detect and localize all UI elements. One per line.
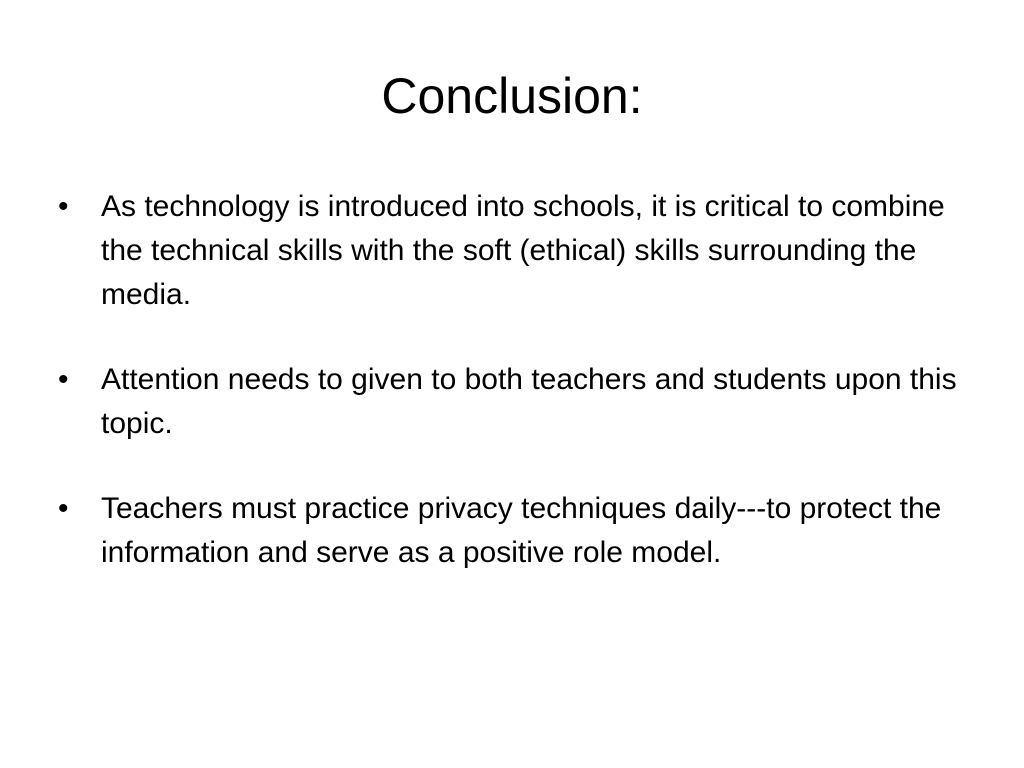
bullet-item-technology (58, 185, 963, 317)
slide-title: Conclusion: (381, 68, 643, 124)
bullet-text: Attention needs to given to both teachers and students upon this topic. (101, 363, 957, 440)
bullet-dot-icon: • (58, 492, 69, 525)
bullet-list (58, 185, 963, 575)
bullet-text: As technology is introduced into schools, it is critical to combine the technical skills with the soft (ethical) skills surrounding the media. (101, 190, 945, 311)
bullet-dot-icon: • (58, 363, 69, 396)
bullet-item-attention (58, 358, 963, 446)
bullet-item-teachers (58, 487, 963, 575)
bullet-text: Teachers must practice privacy techniques daily---to protect the information and serve as a positive role model. (101, 492, 942, 569)
bullet-dot-icon: • (58, 190, 69, 223)
